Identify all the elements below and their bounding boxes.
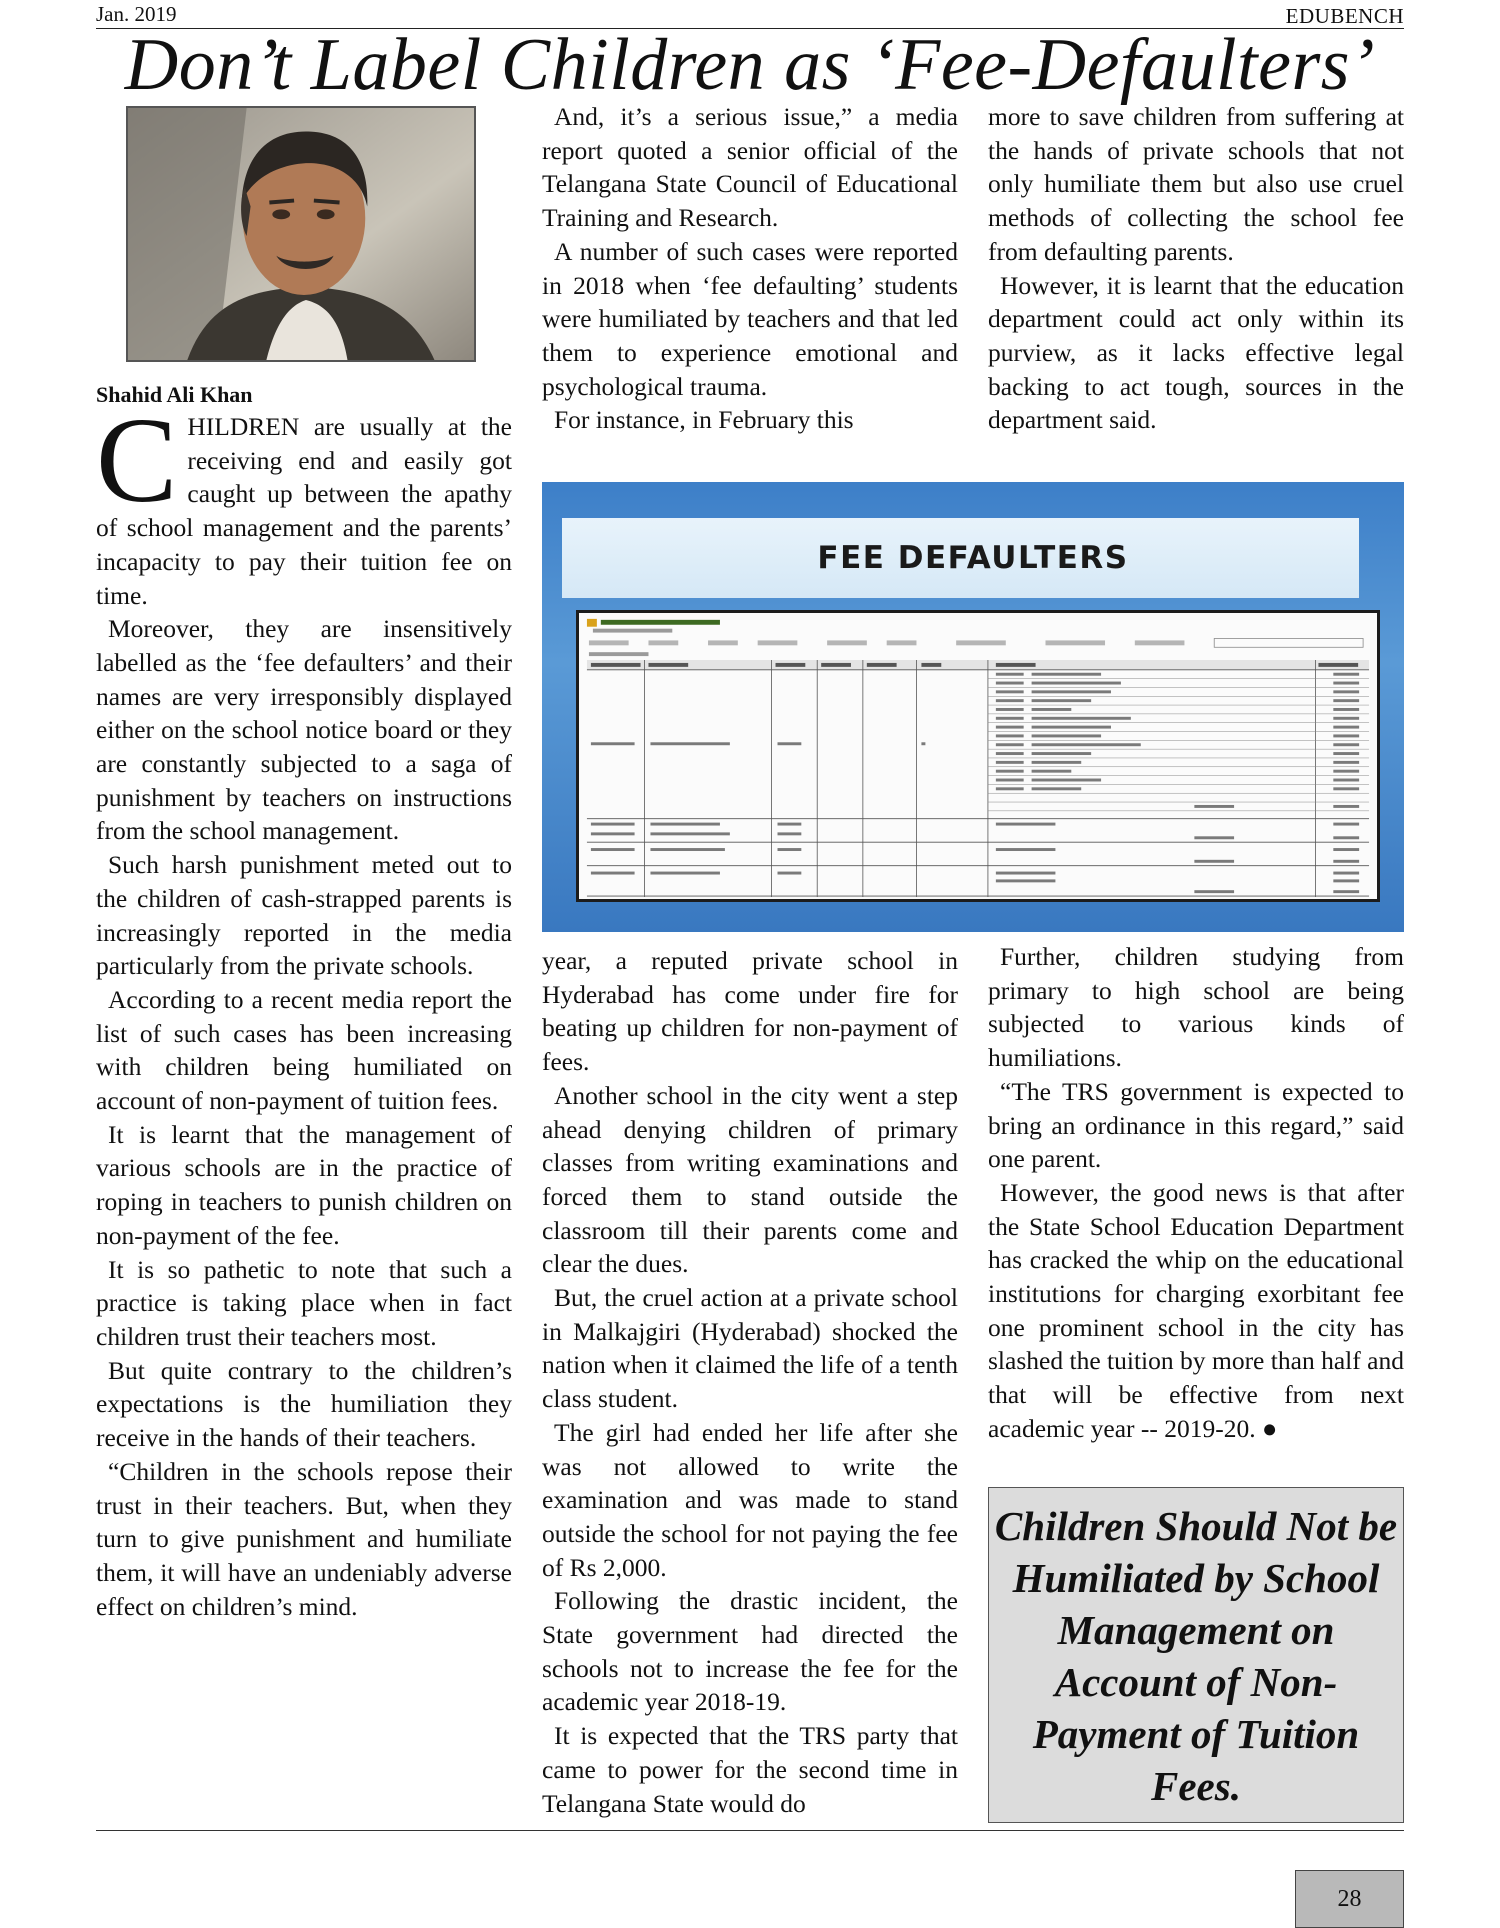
paragraph: It is expected that the TRS party that came to power for the second time in Telangana State would do	[542, 1721, 958, 1818]
paragraph: But quite contrary to the children’s expectations is the humiliation they receive in the hands of their teachers.	[96, 1355, 512, 1453]
paragraph: more to save children from suffering at the hands of private schools that not only humiliate them but also use cruel methods of collecting the school fee from defaulting parents.	[988, 102, 1404, 266]
article-title: Don’t Label Children as ‘Fee-Defaulters’	[124, 24, 1376, 106]
column-3-top	[988, 100, 1404, 437]
paragraph: A number of such cases were reported in 2018 when ‘fee defaulting’ students were humiliated by teachers and that led them to experience emotional and psychological trauma.	[542, 236, 958, 401]
lead-paragraph: CHILDREN are usually at the receiving end and easily got caught up between the apathy of school management and the parents’ incapacity to pay their tuition fee on time.	[96, 393, 512, 610]
drop-cap: C	[96, 393, 178, 528]
issue-date: Jan. 2019	[96, 2, 177, 26]
column-2-bottom	[542, 944, 958, 1820]
footer-rule	[96, 1830, 1404, 1831]
paragraph: “Children in the schools repose their trust in their teachers. But, when they turn to give punishment and humiliate them, it will have an undeniably adverse effect on children’s mind.	[96, 1456, 512, 1621]
author-byline: Shahid Ali Khan	[96, 382, 253, 407]
column-3-bottom	[988, 940, 1404, 1446]
paragraph: year, a reputed private school in Hyderabad has come under fire for beating up children for non-payment of fees.	[542, 946, 958, 1077]
figure-heading: FEE DEFAULTERS	[817, 540, 1129, 576]
paragraph: However, it is learnt that the education department could act only within its purview, as it lacks effective legal backing to act tough, sources in the department said.	[988, 270, 1404, 435]
publication-name: EDUBENCH	[1285, 4, 1404, 28]
pull-quote-box	[988, 1487, 1404, 1823]
paragraph: According to a recent media report the list of such cases has been increasing with children being humiliated on account of non-payment of tuition fees.	[96, 984, 512, 1116]
pull-quote-text: Children Should Not be Humiliated by School Management on Account of Non-Payment of Tuition Fees.	[994, 1503, 1398, 1809]
author-photo	[126, 106, 476, 362]
fee-defaulters-table-screenshot	[576, 610, 1380, 902]
paragraph: “The TRS government is expected to bring an ordinance in this regard,” said one parent.	[988, 1076, 1404, 1174]
paragraph: Further, children studying from primary to high school are being subjected to various kinds of humiliations.	[988, 942, 1404, 1073]
paragraph: Following the drastic incident, the State government had directed the schools not to increase the fee for the academic year 2018-19.	[542, 1586, 958, 1717]
paragraph: It is learnt that the management of various schools are in the practice of roping in teachers to punish children on non-payment of the fee.	[96, 1119, 512, 1250]
page-number: 28	[1295, 1870, 1404, 1928]
paragraph: The girl had ended her life after she was not allowed to write the examination and was made to stand outside the school for not paying the fee of Rs 2,000.	[542, 1417, 958, 1582]
paragraph: For instance, in February this	[554, 405, 854, 435]
paragraph: However, the good news is that after the State School Education Department has cracked the whip on the educational institutions for charging exorbitant fee one prominent school in the city has slashed the tuition by more than half and that will be effective from next academic year -- 2019-20. ●	[988, 1177, 1404, 1443]
paragraph: Another school in the city went a step ahead denying children of primary classes from writing examinations and forced them to stand outside the classroom till their parents come and clear the dues.	[542, 1080, 958, 1279]
paragraph: It is so pathetic to note that such a practice is taking place when in fact children trust their teachers most.	[96, 1254, 512, 1351]
fee-defaulters-figure	[542, 482, 1404, 932]
paragraph: But, the cruel action at a private school in Malkajgiri (Hyderabad) shocked the nation when it claimed the life of a tenth class student.	[542, 1283, 958, 1414]
paragraph: Such harsh punishment meted out to the children of cash-strapped parents is increasingly reported in the media particularly from the private schools.	[96, 850, 512, 981]
paragraph: Moreover, they are insensitively labelled as the ‘fee defaulters’ and their names are very irresponsibly displayed either on the school notice board or they are constantly subjected to a saga of punishment by teachers on instructions from the school management.	[96, 614, 512, 846]
column-2-top	[542, 100, 958, 437]
author-portrait-icon	[128, 108, 474, 360]
paragraph: And, it’s a serious issue,” a media report quoted a senior official of the Telangana State Council of Educational Training and Research.	[542, 102, 958, 233]
fee-table-icon	[579, 613, 1377, 899]
